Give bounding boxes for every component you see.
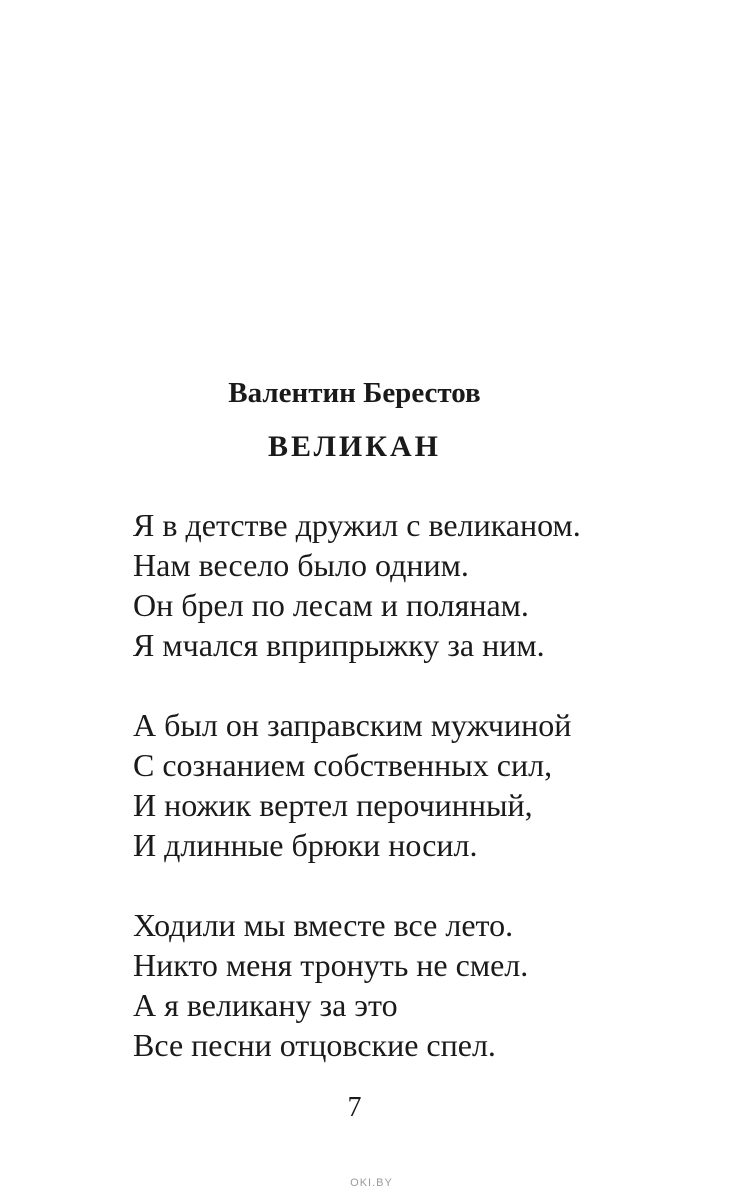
page-number: 7 [347, 1092, 362, 1123]
stanza [133, 905, 713, 1065]
poem-line: Никто меня тронуть не смел. [133, 947, 529, 983]
poem-title: ВЕЛИКАН [267, 430, 442, 463]
poem-line: Нам весело было одним. [133, 547, 469, 583]
poem-line: Все песни отцовские спел. [133, 1027, 496, 1063]
poem-line: А я великану за это [133, 987, 398, 1023]
poem-line: А был он заправским мужчиной [133, 707, 572, 743]
poem-line: Ходили мы вместе все лето. [133, 907, 514, 943]
poem-line: Я мчался вприпрыжку за ним. [133, 627, 545, 663]
stanza [133, 705, 713, 865]
poem-line: Он брел по лесам и полянам. [133, 587, 529, 623]
poem-body [133, 505, 713, 1065]
site-watermark: OKI.BY [350, 1177, 393, 1189]
poem-line: С сознанием собственных сил, [133, 747, 553, 783]
stanza [133, 505, 713, 665]
author-name: Валентин Берестов [228, 377, 481, 409]
poem-line: И длинные брюки носил. [133, 827, 478, 863]
poem-line: И ножик вертел перочинный, [133, 787, 533, 823]
poem-line: Я в детстве дружил с великаном. [133, 507, 581, 543]
